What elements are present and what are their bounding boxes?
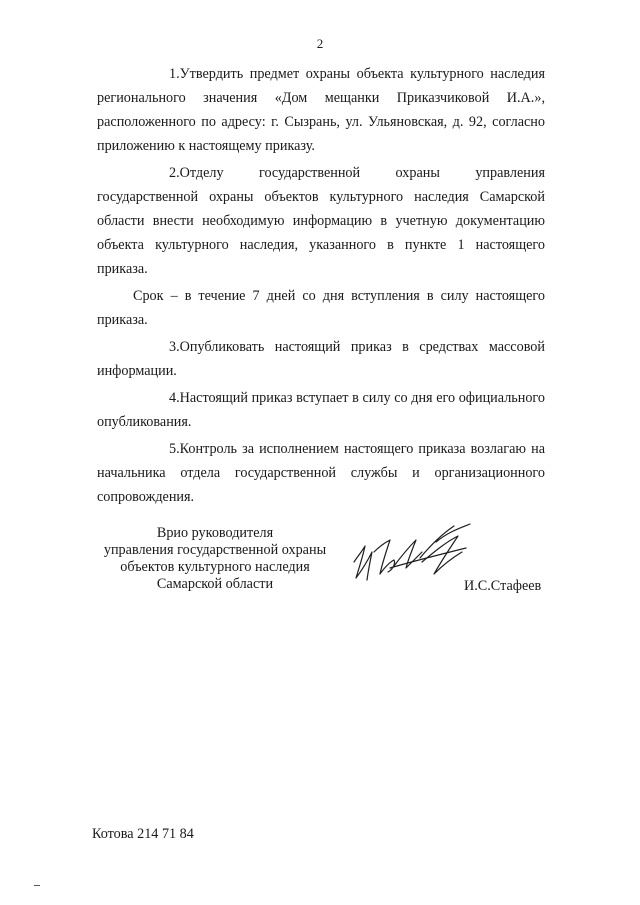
paragraph-2-number: 2. (169, 165, 180, 181)
signatory-line-4: Самарской области (156, 576, 274, 592)
paragraph-3 (97, 335, 545, 383)
paragraph-2-text: Отделу государственной охраны управления государственной охраны объектов культурного наследия Самарской области внести необходимую информацию в учетную документацию объекта культурного наследия, указанного в пункте 1 настоящего приказа. (97, 165, 545, 277)
signatory-title (92, 525, 338, 593)
paragraph-5-number: 5. (169, 441, 180, 457)
paragraph-1 (97, 62, 545, 158)
paragraph-4-text: Настоящий приказ вступает в силу со дня его официального опубликования. (97, 390, 545, 430)
executor-contact: Котова 214 71 84 (92, 826, 194, 842)
paragraph-3-number: 3. (169, 339, 180, 355)
paragraph-2-deadline (97, 284, 545, 332)
order-body (97, 62, 545, 512)
page-number: 2 (316, 36, 324, 51)
signatory-line-3: объектов культурного наследия (120, 559, 310, 575)
paragraph-5 (97, 437, 545, 509)
paragraph-1-text: Утвердить предмет охраны объекта культурного наследия регионального значения «Дом мещанки Приказчиковой И.А.», расположенного по адресу: г. Сызрань, ул. Ульяновская, д. 92, согласно приложению к настоящему приказу. (97, 66, 545, 154)
paragraph-2 (97, 161, 545, 281)
paragraph-5-text: Контроль за исполнением настоящего приказа возлагаю на начальника отдела государственной службы и организационного сопровождения. (97, 441, 545, 505)
signer-name: И.С.Стафеев (464, 578, 542, 594)
signatory-line-2: управления государственной охраны (103, 542, 327, 558)
paragraph-1-number: 1. (169, 66, 180, 82)
scan-mark (34, 885, 40, 886)
signatory-line-1: Врио руководителя (156, 525, 274, 541)
paragraph-4-number: 4. (169, 390, 180, 406)
paragraph-3-text: Опубликовать настоящий приказ в средствах массовой информации. (97, 339, 545, 379)
paragraph-4 (97, 386, 545, 434)
deadline-text: Срок – в течение 7 дней со дня вступления в силу настоящего приказа. (97, 288, 545, 328)
handwritten-signature (350, 522, 478, 594)
